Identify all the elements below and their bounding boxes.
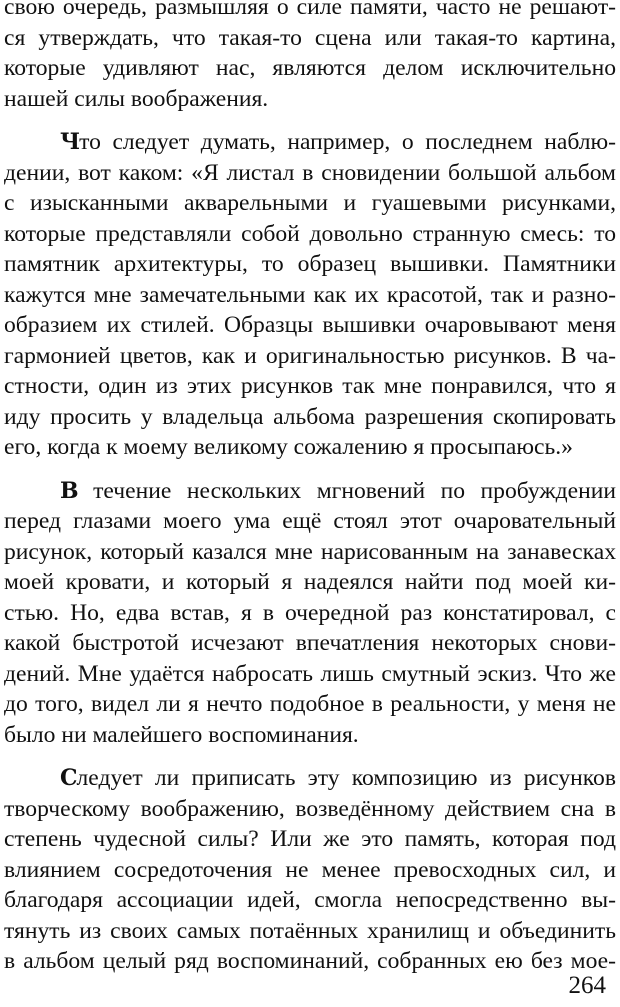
text-line: памятник архитектуры, то образец вышивки. Памятники [4, 251, 616, 277]
text-line: творческому воображению, возведённому действием сна в [4, 795, 616, 822]
text-line: перед глазами моего ума ещё стоял этот очаровательный [4, 508, 616, 534]
drop-cap: В [60, 477, 78, 504]
text-line: стности, один из этих рисунков так мне понравился, что я [4, 373, 616, 399]
text-line: дений. Мне удаётся набросать лишь смутный эскиз. Что же [4, 660, 616, 687]
text-line-rest: течение нескольких мгновений по пробуждении [77, 477, 616, 504]
text-line [4, 476, 616, 507]
text-line: стью. Но, едва встав, я в очередной раз констатировал, с [4, 599, 616, 626]
text-line: до того, видел ли я нечто подобное в реальности, у меня не [4, 691, 616, 717]
drop-cap: Ч [60, 129, 80, 155]
text-line: дении, вот каком: «Я листал в сновидении большой альбом [4, 159, 616, 186]
page-number: 264 [568, 972, 606, 999]
text-line: кажутся мне замечательными как их красотой, так и разно- [4, 281, 616, 308]
text-line: нашей силы воображения. [4, 85, 269, 112]
text-line: образием их стилей. Образцы вышивки очаровывают меня [4, 312, 616, 338]
text-line: свою очередь, размышляя о силе памяти, часто не решают- [4, 0, 616, 20]
text-line: с изысканными акварельными и гуашевыми рисунками, [4, 190, 616, 216]
text-line: степень чудесной силы? Или же это память, которая под [4, 826, 616, 852]
text-line: благодаря ассоциации идей, смогла непосредственно вы- [4, 887, 616, 913]
text-line-rest: ледует ли приписать эту композицию из рисунков [76, 765, 616, 791]
text-line: влиянием сосредоточения не менее превосходных сил, и [4, 856, 616, 883]
text-line: рисунок, который казался мне нарисованным на занавесках [4, 538, 616, 565]
text-line: ся утверждать, что такая-то сцена или такая-то картина, [4, 24, 616, 51]
text-line: которые удивляют нас, являются делом исключительно [4, 55, 616, 81]
text-line: иду просить у владельца альбома разрешения скопировать [4, 403, 616, 430]
body-text [4, 0, 616, 977]
paragraph-1 [4, 0, 616, 114]
text-line: в альбом целый ряд воспоминаний, собранных ею без мое- [4, 948, 616, 974]
text-line [4, 127, 616, 158]
text-line: которые представляли собой довольно странную смесь: то [4, 220, 616, 247]
text-line [4, 763, 616, 794]
paragraph-4 [4, 763, 616, 977]
paragraph-2 [4, 127, 616, 463]
paragraph-3 [4, 476, 616, 751]
drop-cap: С [60, 765, 77, 791]
text-line: было ни малейшего воспоминания. [4, 721, 359, 748]
text-line-rest: то следует думать, например, о последнем наблю- [79, 129, 616, 155]
text-line: его, когда к моему великому сожалению я просыпаюсь.» [4, 434, 573, 460]
text-line: моей кровати, и который я надеялся найти под моей ки- [4, 569, 616, 595]
text-line: какой быстротой исчезают впечатления некоторых снови- [4, 630, 616, 656]
text-line: гармонией цветов, как и оригинальностью рисунков. В ча- [4, 342, 616, 369]
text-line: тянуть из своих самых потаённых хранилищ и объединить [4, 917, 616, 944]
